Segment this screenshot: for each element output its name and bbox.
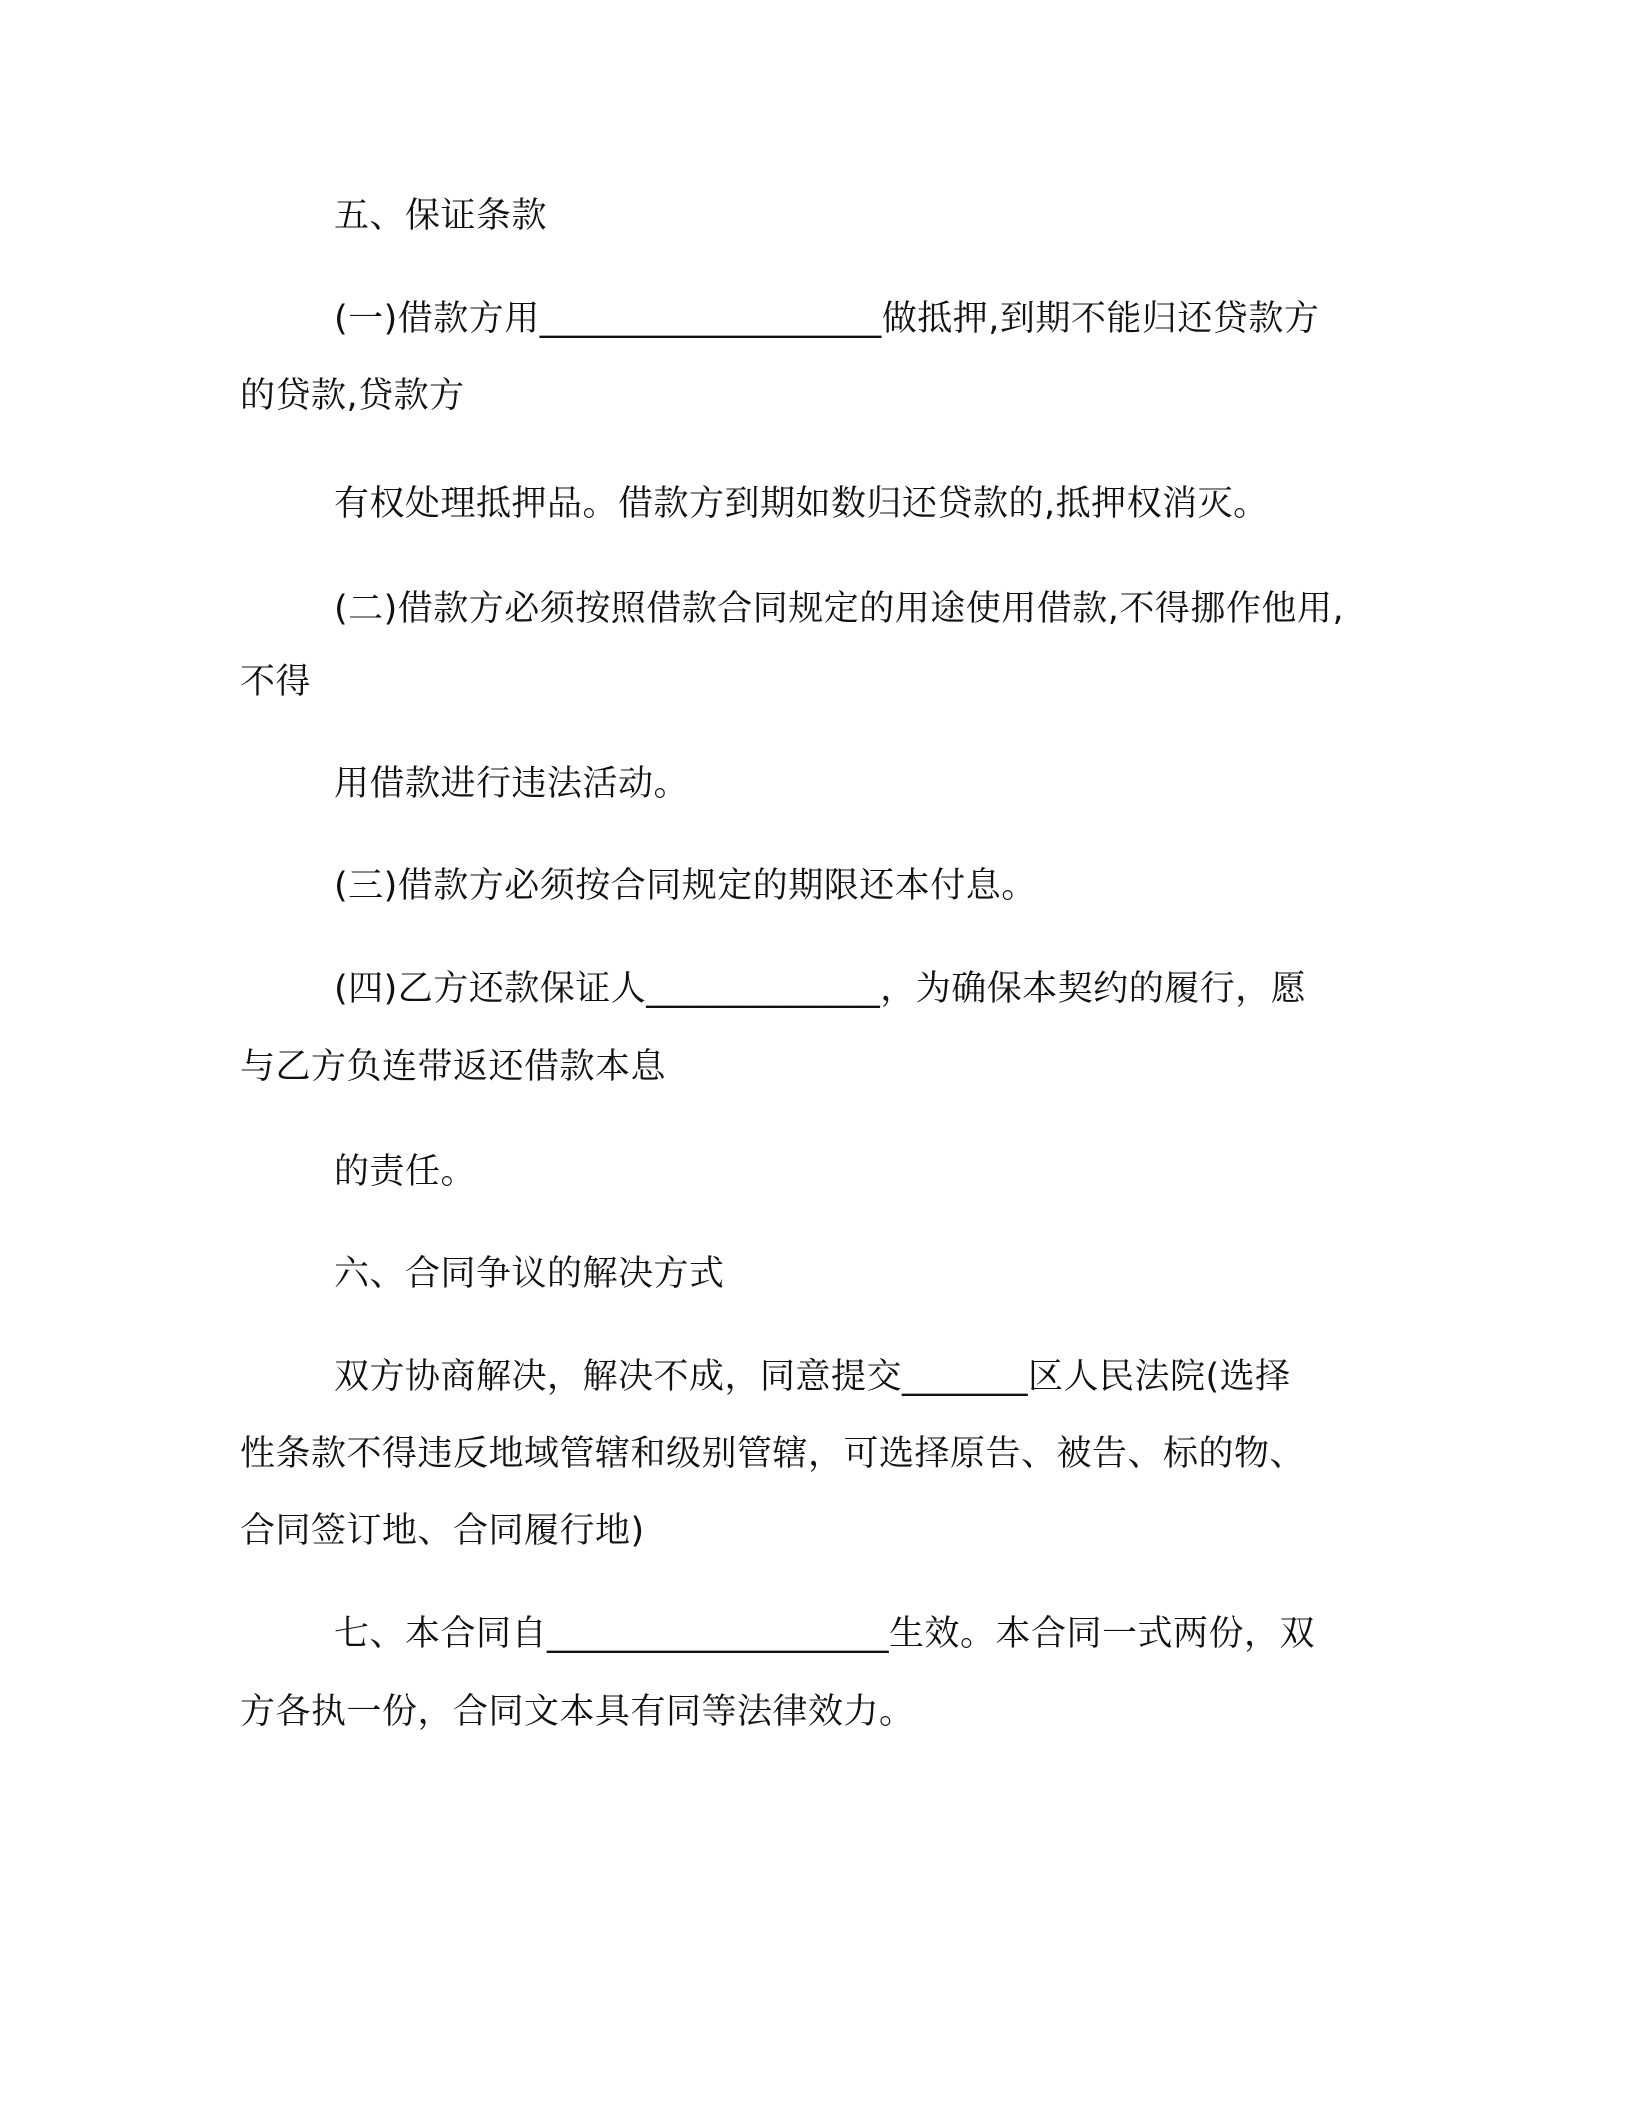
- clause-5-2-line-3: 用借款进行违法活动。: [334, 764, 690, 804]
- clause-5-2-line-2: 不得: [240, 662, 312, 702]
- clause-5-4-line-2: 与乙方负连带返还借款本息: [240, 1047, 667, 1087]
- clause-5-3: (三)借款方必须按合同规定的期限还本付息。: [334, 866, 1037, 906]
- section-6-body-line-3: 合同签订地、合同履行地): [240, 1511, 645, 1551]
- section-heading-6: 六、合同争议的解决方式: [334, 1254, 725, 1294]
- section-7-line-2: 方各执一份，合同文本具有同等法律效力。: [240, 1692, 915, 1732]
- clause-5-1-line-3: 有权处理抵押品。借款方到期如数归还贷款的,抵押权消灭。: [334, 484, 1269, 524]
- clause-5-1-line-2: 的贷款,贷款方: [240, 376, 465, 416]
- clause-5-1-line-1: (一)借款方用___________________做抵押,到期不能归还贷款方: [334, 299, 1320, 339]
- section-6-body-line-2: 性条款不得违反地域管辖和级别管辖，可选择原告、被告、标的物、: [240, 1434, 1306, 1474]
- section-6-body-line-1: 双方协商解决，解决不成，同意提交_______区人民法院(选择: [334, 1357, 1291, 1397]
- clause-5-2-line-1: (二)借款方必须按照借款合同规定的用途使用借款,不得挪作他用,: [334, 589, 1345, 629]
- clause-5-4-line-3: 的责任。: [334, 1152, 477, 1192]
- clause-5-4-line-1: (四)乙方还款保证人_____________，为确保本契约的履行，愿: [334, 969, 1307, 1009]
- section-7-line-1: 七、本合同自___________________生效。本合同一式两份，双: [334, 1614, 1316, 1654]
- section-heading-5: 五、保证条款: [334, 196, 548, 236]
